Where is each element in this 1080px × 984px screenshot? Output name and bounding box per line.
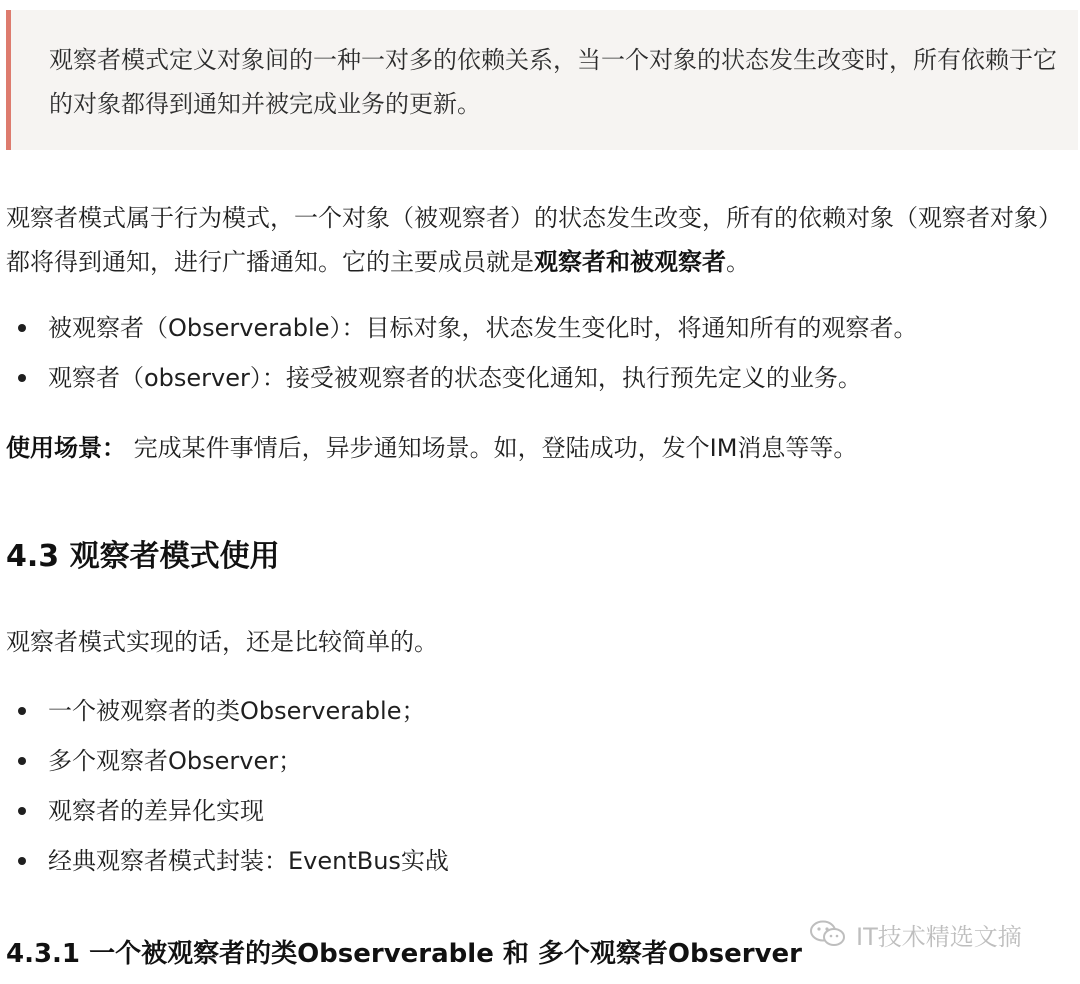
section-intro: 观察者模式实现的话，还是比较简单的。 bbox=[6, 628, 438, 656]
bullet-icon bbox=[18, 857, 26, 865]
bullet-icon bbox=[18, 374, 26, 382]
list-item bbox=[6, 836, 1076, 886]
bullet-icon bbox=[18, 807, 26, 815]
implementation-list bbox=[6, 686, 1076, 886]
blockquote bbox=[6, 10, 1078, 150]
list-item-text: 观察者的差异化实现 bbox=[48, 797, 264, 825]
scenario-paragraph bbox=[6, 426, 1078, 470]
list-item bbox=[6, 686, 1076, 736]
list-item bbox=[6, 736, 1076, 786]
bullet-icon bbox=[18, 757, 26, 765]
wechat-icon bbox=[808, 919, 848, 949]
bullet-icon bbox=[18, 707, 26, 715]
blockquote-text: 观察者模式定义对象间的一种一对多的依赖关系，当一个对象的状态发生改变时，所有依赖于它的对象都得到通知并被完成业务的更新。 bbox=[49, 46, 1057, 118]
members-list bbox=[6, 303, 1076, 403]
scenario-label: 使用场景： bbox=[6, 434, 126, 462]
list-item-text: 多个观察者Observer； bbox=[48, 747, 303, 775]
list-item bbox=[6, 303, 1076, 353]
bullet-icon bbox=[18, 324, 26, 332]
intro-text: 观察者模式属于行为模式，一个对象（被观察者）的状态发生改变，所有的依赖对象（观察者对象）都将得到通知，进行广播通知。它的主要成员就是 bbox=[6, 204, 1062, 276]
intro-text-end: 。 bbox=[726, 248, 750, 276]
list-item bbox=[6, 786, 1076, 836]
watermark bbox=[808, 914, 1022, 954]
intro-bold-text: 观察者和被观察者 bbox=[534, 248, 726, 276]
intro-paragraph bbox=[6, 196, 1078, 284]
list-item-text: 被观察者（Observerable）：目标对象，状态发生变化时，将通知所有的观察者。 bbox=[48, 314, 918, 342]
scenario-text: 完成某件事情后，异步通知场景。如，登陆成功，发个IM消息等等。 bbox=[126, 434, 858, 462]
section-heading: 4.3 观察者模式使用 bbox=[6, 539, 280, 574]
watermark-text: IT技术精选文摘 bbox=[856, 922, 1022, 951]
list-item-text: 一个被观察者的类Observerable； bbox=[48, 697, 426, 725]
list-item bbox=[6, 353, 1076, 403]
subsection-heading: 4.3.1 一个被观察者的类Observerable 和 多个观察者Observer bbox=[6, 939, 802, 969]
list-item-text: 经典观察者模式封装：EventBus实战 bbox=[48, 847, 449, 875]
list-item-text: 观察者（observer）：接受被观察者的状态变化通知，执行预先定义的业务。 bbox=[48, 364, 862, 392]
